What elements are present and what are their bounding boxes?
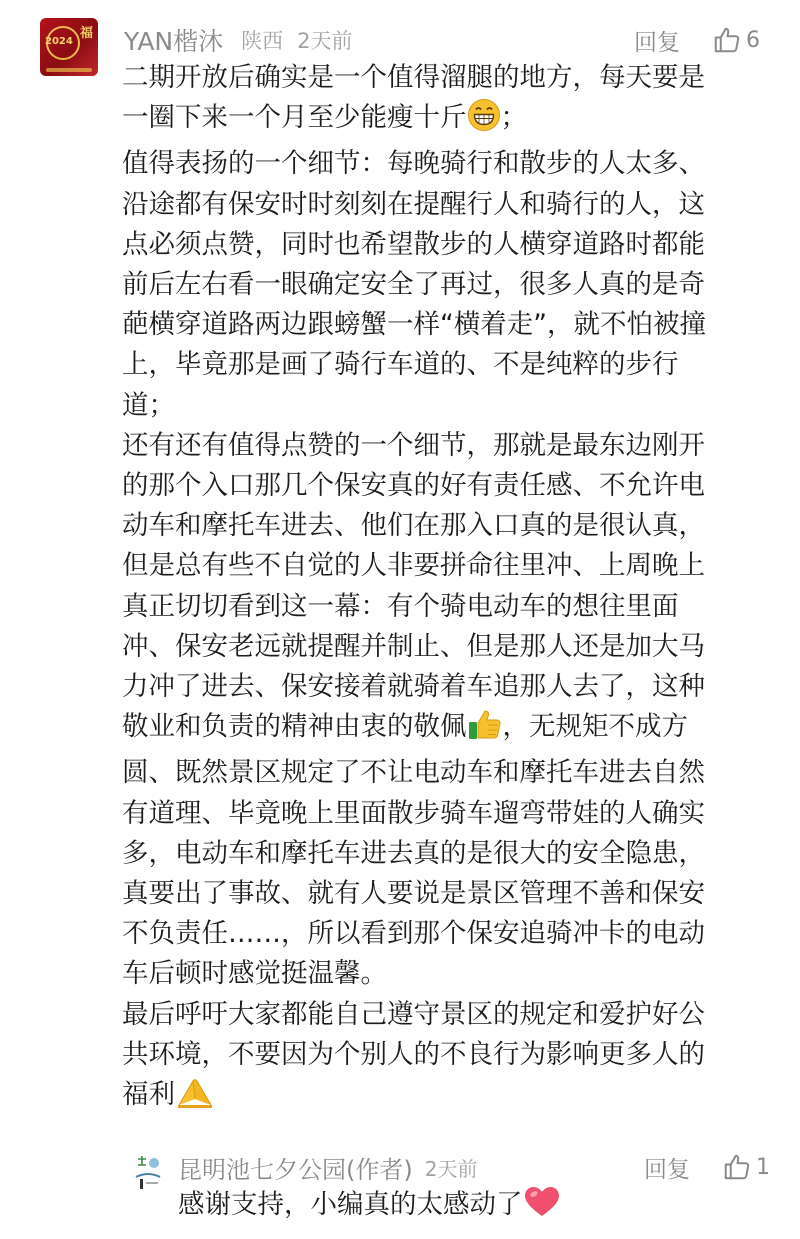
reply-actions xyxy=(644,1151,770,1184)
comment-line: 福利 xyxy=(122,1079,175,1111)
reply-button[interactable]: 回复 xyxy=(634,29,680,56)
comment-line: 多，电动车和摩托车进去真的是很大的安全隐患， xyxy=(122,837,705,869)
comment-line: 值得表扬的一个细节：每晚骑行和散步的人太多、 xyxy=(122,148,705,180)
comment-line: 敬业和负责的精神由衷的敬佩 xyxy=(122,711,467,743)
like-button[interactable] xyxy=(712,25,760,55)
comment-line: 有道理、毕竟晚上里面散步骑车遛弯带娃的人确实 xyxy=(122,797,705,829)
comment-time: 2天前 xyxy=(297,29,353,53)
comment-line: ，无规矩不成方 xyxy=(502,711,688,743)
comment-line: 真要出了事故、就有人要说是景区管理不善和保安 xyxy=(122,878,705,910)
reply-time: 2天前 xyxy=(424,1156,478,1181)
comment-line: 还有还有值得点赞的一个细节，那就是最东边刚开 xyxy=(122,429,705,461)
comment-line: 道； xyxy=(122,389,175,421)
avatar-year-text: 2024 xyxy=(45,36,73,47)
comment-line: ； xyxy=(500,102,527,134)
avatar-fu-text: 福 xyxy=(79,26,93,41)
comment-line: 一圈下来一个月至少能瘦十斤 xyxy=(122,102,467,134)
comment-line: 圆、既然景区规定了不让电动车和摩托车进去自然 xyxy=(122,757,705,789)
comment-location: 陕西 xyxy=(241,29,284,53)
author-avatar-icon[interactable] xyxy=(132,1153,164,1193)
like-count: 6 xyxy=(746,27,760,53)
user-avatar[interactable] xyxy=(40,18,98,76)
reply-reply-button[interactable]: 回复 xyxy=(644,1156,690,1183)
comment-line: 沿途都有保安时时刻刻在提醒行人和骑行的人，这 xyxy=(122,188,705,220)
grinning-face-emoji-icon xyxy=(467,98,501,144)
comment-line: 不负责任……，所以看到那个保安追骑冲卡的电动 xyxy=(122,918,705,950)
red-heart-emoji-icon xyxy=(523,1185,561,1231)
comment-line: 葩横穿道路两边跟螃蟹一样“横着走”，就不怕被撞 xyxy=(122,309,706,341)
folded-hands-emoji-icon xyxy=(175,1075,215,1121)
thumbs-up-outline-icon xyxy=(712,25,742,55)
comment-line: 动车和摩托车进去、他们在那入口真的是很认真， xyxy=(122,510,705,542)
thumbs-up-emoji-icon xyxy=(467,707,503,753)
comment-line: 但是总有些不自觉的人非要拼命往里冲、上周晚上 xyxy=(122,550,705,582)
comment-line: 前后左右看一眼确定安全了再过，很多人真的是奇 xyxy=(122,269,705,301)
comment-line: 二期开放后确实是一个值得溜腿的地方，每天要是 xyxy=(122,62,705,93)
reply-like-count: 1 xyxy=(756,1154,770,1180)
thumbs-up-outline-icon xyxy=(722,1152,752,1182)
reply-header xyxy=(178,1149,770,1185)
reply-like-button[interactable] xyxy=(722,1152,770,1182)
comment-header xyxy=(124,20,760,60)
comment-line: 力冲了进去、保安接着就骑着车追那人去了，这种 xyxy=(122,671,705,703)
comment-line: 上，毕竟那是画了骑行车道的、不是纯粹的步行 xyxy=(122,349,679,381)
comment-line: 的那个入口那几个保安真的好有责任感、不允许电 xyxy=(122,470,705,502)
comment-username[interactable]: YAN楷沐 xyxy=(124,27,224,56)
comment-line: 冲、保安老远就提醒并制止、但是那人还是加大马 xyxy=(122,630,705,662)
comment-line: 真正切切看到这一幕：有个骑电动车的想往里面 xyxy=(122,590,679,622)
comment-actions xyxy=(634,24,760,57)
comment-line: 最后呼吁大家都能自己遵守景区的规定和爱护好公 xyxy=(122,998,705,1030)
reply-text-content: 感谢支持，小编真的太感动了 xyxy=(178,1189,523,1220)
comment-line: 车后顿时感觉挺温馨。 xyxy=(122,958,387,990)
comment-text xyxy=(122,58,762,1121)
reply-author-name[interactable]: 昆明池七夕公园(作者) xyxy=(178,1155,413,1184)
reply-text xyxy=(178,1185,561,1231)
comment-line: 共环境，不要因为个别人的不良行为影响更多人的 xyxy=(122,1038,705,1070)
comment-line: 点必须点赞，同时也希望散步的人横穿道路时都能 xyxy=(122,228,705,260)
avatar-banner-decoration xyxy=(46,68,92,72)
